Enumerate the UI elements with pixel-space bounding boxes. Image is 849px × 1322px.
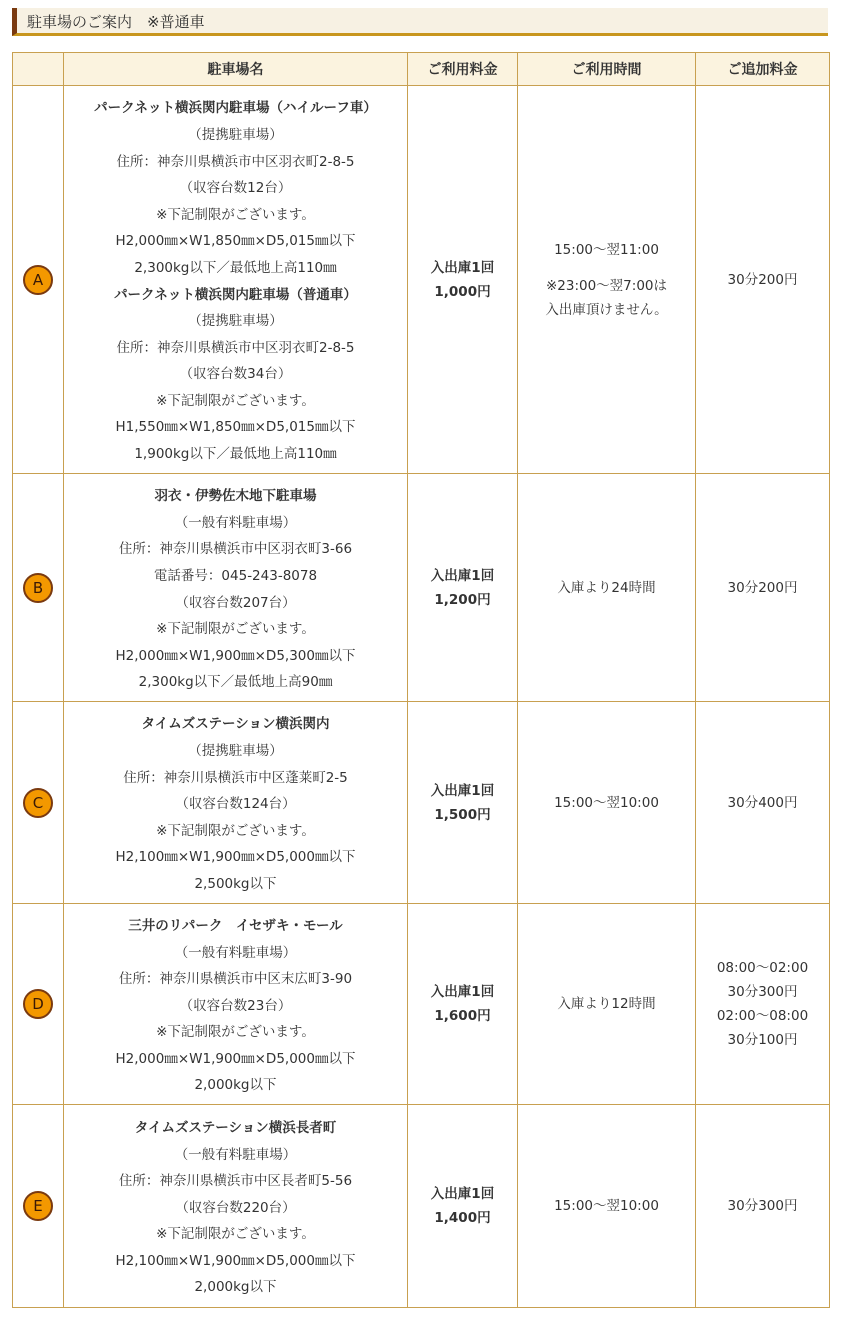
parking-detail-line: （一般有料駐車場）: [174, 1146, 297, 1163]
table-row: [13, 474, 830, 702]
parking-detail-line: （収容台数124台）: [175, 796, 296, 813]
hours-line: 15:00〜翌10:00: [554, 1198, 659, 1214]
hours-cell: [518, 474, 696, 702]
additional-fee-cell: [696, 1105, 830, 1308]
parking-detail-line: （収容台数23台）: [179, 997, 292, 1014]
parking-detail-line: 電話番号：045-243-8078: [153, 567, 318, 584]
additional-fee-line: 30分200円: [727, 271, 798, 288]
badge-cell: [13, 86, 64, 474]
hours-line: [518, 262, 695, 274]
parking-detail-line: （収容台数220台）: [175, 1199, 296, 1216]
parking-detail-line: ※下記制限がございます。: [156, 1024, 315, 1041]
badge-cell: [13, 474, 64, 702]
parking-letter-badge: D: [23, 989, 53, 1019]
fee-line: 入出庫1回: [430, 567, 495, 584]
hours-cell: [518, 1105, 696, 1308]
table-body: [13, 86, 830, 1308]
fee-line: 入出庫1回: [430, 782, 495, 799]
parking-name: 羽衣・伊勢佐木地下駐車場: [154, 488, 317, 505]
badge-cell: [13, 904, 64, 1105]
parking-detail-line: 2,300kg以下／最低地上高90㎜: [138, 674, 333, 691]
parking-detail-line: H2,000㎜×W1,900㎜×D5,300㎜以下: [115, 647, 356, 664]
table-row: [13, 1105, 830, 1308]
additional-fee-cell: [696, 702, 830, 904]
parking-detail-line: 住所：神奈川県横浜市中区末広町3-90: [118, 971, 353, 988]
parking-detail-line: H1,550㎜×W1,850㎜×D5,015㎜以下: [115, 419, 356, 436]
parking-name: 三井のリパーク イセザキ・モール: [128, 917, 343, 934]
fee-line: 1,500円: [434, 806, 491, 823]
fee-cell: [408, 86, 518, 474]
hours-line: 入庫より12時間: [557, 996, 656, 1012]
hours-line: 入出庫頂けません。: [545, 301, 668, 318]
parking-detail-line: ※下記制限がございます。: [156, 621, 315, 638]
parking-detail-line: ※下記制限がございます。: [156, 206, 315, 223]
parking-detail-line: （一般有料駐車場）: [174, 944, 297, 961]
header-badge: [13, 53, 64, 86]
additional-fee-line: 30分100円: [727, 1032, 798, 1048]
parking-detail-line: （提携駐車場）: [188, 313, 283, 330]
additional-fee-line: 30分300円: [727, 1198, 798, 1214]
parking-detail-line: ※下記制限がございます。: [156, 392, 315, 409]
hours-cell: [518, 702, 696, 904]
table-row: [13, 904, 830, 1105]
parking-name-cell: [64, 702, 408, 904]
parking-detail-line: H2,000㎜×W1,850㎜×D5,015㎜以下: [115, 233, 356, 250]
parking-name-cell: [64, 1105, 408, 1308]
parking-letter-badge: B: [23, 573, 53, 603]
additional-fee-cell: [696, 474, 830, 702]
header-additional-fee: ご追加料金: [696, 53, 830, 86]
section-heading: [12, 8, 828, 36]
parking-detail-line: 住所：神奈川県横浜市中区長者町5-56: [118, 1173, 353, 1190]
table-row: [13, 86, 830, 474]
parking-letter-badge: A: [23, 265, 53, 295]
parking-detail-line: （一般有料駐車場）: [174, 514, 297, 531]
header-fee: ご利用料金: [408, 53, 518, 86]
table-row: [13, 702, 830, 904]
hours-line: 入庫より24時間: [557, 579, 656, 596]
parking-detail-line: （収容台数34台）: [179, 366, 292, 383]
parking-detail-line: （収容台数12台）: [179, 180, 292, 197]
fee-line: 入出庫1回: [430, 1186, 495, 1202]
parking-detail-line: ※下記制限がございます。: [156, 1226, 315, 1243]
parking-detail-line: ※下記制限がございます。: [156, 822, 315, 839]
badge-cell: [13, 1105, 64, 1308]
parking-detail-line: H2,000㎜×W1,900㎜×D5,000㎜以下: [115, 1050, 356, 1067]
fee-line: 1,200円: [434, 591, 491, 608]
additional-fee-line: 02:00〜08:00: [716, 1008, 809, 1024]
header-parking-name: 駐車場名: [64, 53, 408, 86]
parking-name-cell: [64, 474, 408, 702]
fee-line: 1,400円: [434, 1210, 491, 1226]
fee-line: 1,000円: [434, 283, 491, 300]
additional-fee-line: 30分200円: [727, 579, 798, 596]
parking-table: [12, 52, 830, 1308]
fee-cell: [408, 474, 518, 702]
parking-detail-line: 2,300kg以下／最低地上高110㎜: [134, 259, 337, 276]
section-title: 駐車場のご案内 ※普通車: [27, 13, 205, 31]
parking-detail-line: 住所：神奈川県横浜市中区羽衣町3-66: [118, 541, 353, 558]
parking-detail-line: 住所：神奈川県横浜市中区蓬莱町2-5: [123, 769, 348, 786]
parking-name: タイムズステーション横浜長者町: [134, 1119, 337, 1136]
parking-detail-line: H2,100㎜×W1,900㎜×D5,000㎜以下: [115, 1252, 356, 1269]
parking-name: パークネット横浜関内駐車場（ハイルーフ車）: [94, 100, 377, 117]
fee-line: 入出庫1回: [430, 259, 495, 276]
hours-cell: [518, 904, 696, 1105]
parking-detail-line: 2,000kg以下: [194, 1279, 277, 1296]
fee-line: 1,600円: [434, 1008, 491, 1024]
additional-fee-cell: [696, 904, 830, 1105]
additional-fee-line: 30分300円: [727, 984, 798, 1000]
parking-detail-line: 2,000kg以下: [194, 1077, 277, 1094]
additional-fee-line: 30分400円: [727, 794, 798, 811]
parking-letter-badge: C: [23, 788, 53, 818]
fee-cell: [408, 702, 518, 904]
header-hours: ご利用時間: [518, 53, 696, 86]
parking-detail-line: 2,500kg以下: [194, 875, 277, 892]
parking-name-cell: [64, 904, 408, 1105]
parking-detail-line: （提携駐車場）: [188, 126, 283, 143]
parking-detail-line: 1,900kg以下／最低地上高110㎜: [134, 446, 337, 463]
hours-line: 15:00〜翌10:00: [554, 794, 659, 811]
parking-detail-line: （提携駐車場）: [188, 743, 283, 760]
fee-cell: [408, 1105, 518, 1308]
fee-line: 入出庫1回: [430, 984, 495, 1000]
parking-detail-line: 住所：神奈川県横浜市中区羽衣町2-8-5: [116, 339, 355, 356]
parking-detail-line: 住所：神奈川県横浜市中区羽衣町2-8-5: [116, 153, 355, 170]
parking-detail-line: H2,100㎜×W1,900㎜×D5,000㎜以下: [115, 849, 356, 866]
hours-line: ※23:00〜翌7:00は: [545, 277, 668, 294]
parking-name: パークネット横浜関内駐車場（普通車）: [114, 286, 357, 303]
parking-name: タイムズステーション横浜関内: [141, 716, 330, 733]
hours-cell: [518, 86, 696, 474]
parking-name-cell: [64, 86, 408, 474]
parking-letter-badge: E: [23, 1191, 53, 1221]
hours-line: 15:00〜翌11:00: [554, 241, 659, 258]
parking-detail-line: （収容台数207台）: [175, 594, 296, 611]
additional-fee-line: 08:00〜02:00: [716, 960, 809, 976]
table-header-row: [13, 53, 830, 86]
badge-cell: [13, 702, 64, 904]
fee-cell: [408, 904, 518, 1105]
additional-fee-cell: [696, 86, 830, 474]
